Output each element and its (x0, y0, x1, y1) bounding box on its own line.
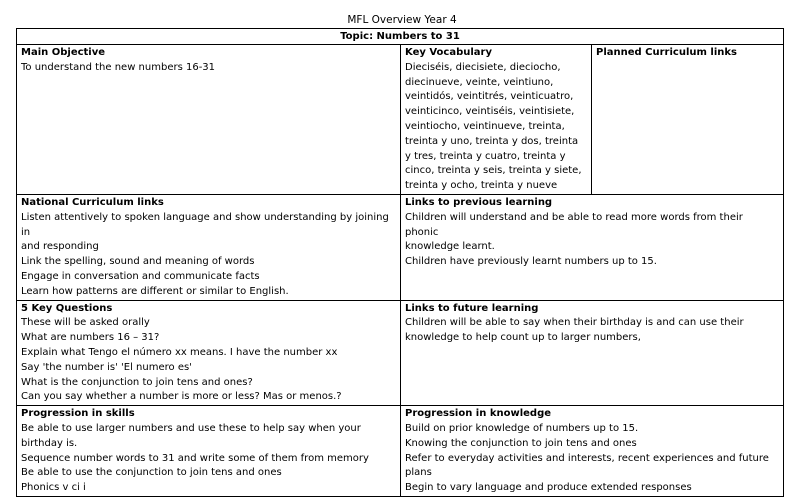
document-title: MFL Overview Year 4 (347, 14, 457, 26)
previous-learning-line: Children will understand and be able to read more words from their phonic (405, 211, 743, 238)
links-to-future-learning-heading: Links to future learning (405, 302, 539, 314)
knowledge-line: Begin to vary language and produce extended responses (405, 482, 692, 494)
key-vocabulary-cell (401, 45, 592, 195)
progression-in-knowledge-cell (401, 406, 784, 497)
previous-learning-line: Children have previously learnt numbers up to 15. (405, 256, 657, 268)
five-key-questions-heading: 5 Key Questions (21, 302, 113, 314)
vocabulary-line: cinco, treinta y seis, treinta y siete, (405, 165, 582, 177)
national-curriculum-line: and responding (21, 241, 99, 253)
vocabulary-line: veinticinco, veintiséis, veintisiete, (405, 106, 575, 118)
key-question-line: These will be asked orally (21, 317, 150, 329)
skills-line: Be able to use larger numbers and use these to help say when your (21, 422, 361, 434)
knowledge-line: Knowing the conjunction to join tens and ones (405, 437, 637, 449)
key-question-line: Can you say whether a number is more or less? Mas or menos.? (21, 391, 342, 403)
national-curriculum-links-heading: National Curriculum links (21, 197, 164, 208)
national-curriculum-line: Engage in conversation and communicate facts (21, 270, 260, 282)
overview-table (16, 28, 784, 497)
key-question-line: What are numbers 16 – 31? (21, 332, 160, 344)
topic-row (17, 29, 784, 45)
links-to-previous-learning-cell (401, 195, 784, 301)
links-to-future-learning-cell (401, 300, 784, 406)
five-key-questions-cell (17, 300, 401, 406)
vocabulary-line: veintidós, veintitrés, veinticuatro, (405, 91, 574, 103)
vocabulary-line: Dieciséis, diecisiete, dieciocho, (405, 61, 561, 73)
future-learning-line: knowledge to help count up to larger numbers, (405, 332, 641, 344)
key-question-line: Explain what Tengo el número xx means. I have the number xx (21, 346, 338, 358)
planned-curriculum-links-heading: Planned Curriculum links (596, 47, 737, 58)
topic-heading: Topic: Numbers to 31 (17, 29, 784, 45)
vocabulary-line: diecinueve, veinte, veintiuno, (405, 76, 554, 88)
knowledge-line: Refer to everyday activities and interests, recent experiences and future (405, 452, 769, 464)
main-objective-heading: Main Objective (21, 47, 106, 58)
vocabulary-line: treinta y ocho, treinta y nueve (405, 180, 558, 192)
vocabulary-line: y tres, treinta y cuatro, treinta y (405, 150, 566, 162)
national-curriculum-line: Listen attentively to spoken language and show understanding by joining in (21, 211, 389, 238)
progression-in-knowledge-heading: Progression in knowledge (405, 408, 552, 420)
main-objective-cell (17, 45, 401, 195)
skills-line: birthday is. (21, 437, 78, 449)
vocabulary-line: veintiocho, veintinueve, treinta, (405, 120, 565, 132)
skills-line: Sequence number words to 31 and write some of them from memory (21, 452, 369, 464)
national-curriculum-line: Learn how patterns are different or similar to English. (21, 285, 289, 297)
planned-curriculum-links-cell (592, 45, 784, 195)
row-curriculum (17, 195, 784, 301)
skills-line: Be able to use the conjunction to join tens and ones (21, 467, 282, 479)
national-curriculum-links-cell (17, 195, 401, 301)
row-progression (17, 406, 784, 497)
previous-learning-line: knowledge learnt. (405, 241, 495, 253)
row-objective (17, 45, 784, 195)
future-learning-line: Children will be able to say when their birthday is and can use their (405, 317, 744, 329)
key-vocabulary-heading: Key Vocabulary (405, 47, 492, 58)
national-curriculum-line: Link the spelling, sound and meaning of words (21, 256, 255, 268)
key-question-line: Say 'the number is' 'El numero es' (21, 361, 192, 373)
vocabulary-line: treinta y uno, treinta y dos, treinta (405, 135, 579, 147)
knowledge-line: Build on prior knowledge of numbers up to 15. (405, 422, 639, 434)
knowledge-line: plans (405, 467, 432, 479)
links-to-previous-learning-heading: Links to previous learning (405, 197, 553, 208)
key-question-line: What is the conjunction to join tens and ones? (21, 376, 253, 388)
progression-in-skills-cell (17, 406, 401, 497)
skills-line: Phonics v ci i (21, 482, 86, 494)
progression-in-skills-heading: Progression in skills (21, 408, 135, 420)
row-questions (17, 300, 784, 406)
main-objective-line: To understand the new numbers 16-31 (21, 61, 216, 73)
